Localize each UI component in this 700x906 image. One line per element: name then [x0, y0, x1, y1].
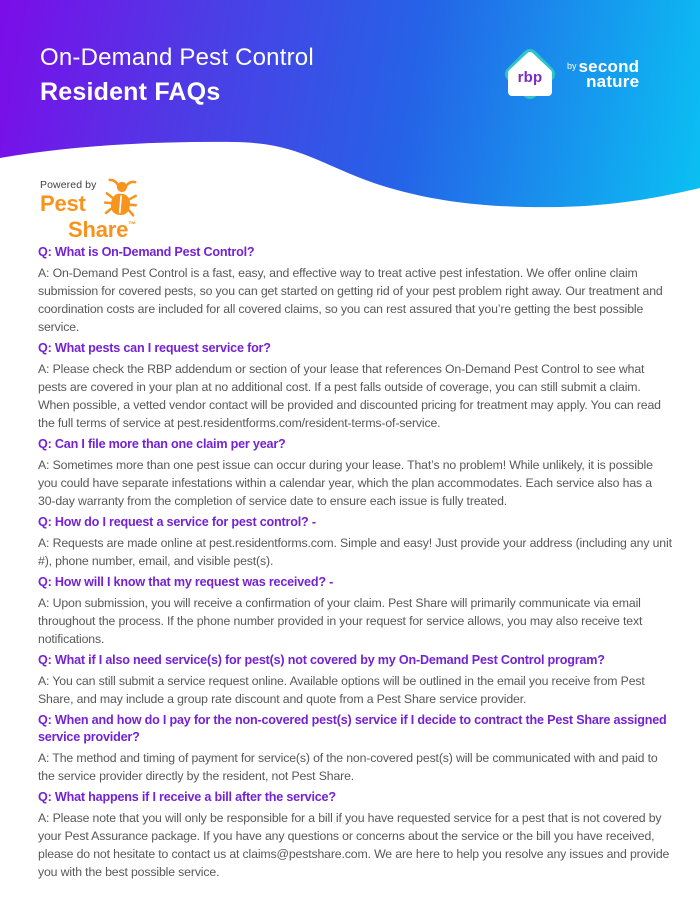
faq-item	[38, 514, 672, 570]
trademark-symbol: ™	[128, 220, 136, 229]
faq-question: Q: How will I know that my request was received? -	[38, 575, 334, 589]
faq-item	[38, 574, 672, 648]
faq-item	[38, 340, 672, 432]
faq-answer: A: The method and timing of payment for service(s) of the non-covered pest(s) will be communicated with and paid to the service provider directly by the resident, not Pest Share.	[38, 751, 658, 783]
faq-item	[38, 789, 672, 881]
faq-answer: A: Please check the RBP addendum or section of your lease that references On-Demand Pest Control to see what pests are covered in your plan at no additional cost. If a pest falls outside of coverage, you can still submit a claim. When possible, a vetted vendor contact will be provided and discounted pricing for treatment may apply. You can read the full terms of service at pest.residentforms.com/resident-terms-of-service.	[38, 362, 661, 430]
header-titles	[40, 44, 314, 106]
faq-item	[38, 712, 672, 785]
faq-question: Q: When and how do I pay for the non-covered pest(s) service if I decide to contract the Pest Share assigned service provider?	[38, 713, 667, 744]
faq-answer: A: On-Demand Pest Control is a fast, easy, and effective way to treat active pest infestation. We offer online claim submission for covered pests, so you can get started on getting rid of your pest problem right away. Our treatment and coordination costs are included for all covered claims, so you can rest assured that you’re getting the best possible service.	[38, 266, 663, 334]
page-title: On-Demand Pest Control	[40, 44, 314, 71]
faq-question: Q: What if I also need service(s) for pest(s) not covered by my On-Demand Pest Control program?	[38, 653, 605, 667]
faq-item	[38, 244, 672, 336]
faq-question: Q: What happens if I receive a bill after the service?	[38, 790, 336, 804]
faq-question: Q: What is On-Demand Pest Control?	[38, 245, 255, 259]
faq-list	[38, 244, 672, 885]
second-nature-line2: nature	[586, 72, 640, 91]
pestshare-wordmark-pest: Pest	[40, 191, 86, 216]
faq-answer: A: Please note that you will only be responsible for a bill if you have requested service for a pest that is not covered by your Pest Assurance package. If you have any questions or concerns about the service or the bill you have received, please do not hesitate to contact us at claims@pestshare.com. We are here to help you resolve any issues and provide you with the best possible service.	[38, 811, 670, 879]
faq-answer: A: Sometimes more than one pest issue can occur during your lease. That’s no problem! While unlikely, it is possible you could have separate infestations within a calendar year, which the plan accommodates. Each service also has a 30-day warranty from the completion of service date to ensure each issue is fully treated.	[38, 458, 653, 508]
rbp-wordmark: rbp	[517, 69, 543, 86]
second-nature-line1: second	[578, 57, 640, 76]
page-subtitle: Resident FAQs	[40, 78, 221, 106]
faq-question: Q: Can I file more than one claim per year?	[38, 437, 286, 451]
faq-item	[38, 652, 672, 708]
faq-answer: A: Requests are made online at pest.residentforms.com. Simple and easy! Just provide your address (including any unit #), phone number, email, and visible pest(s).	[38, 536, 672, 568]
by-label: by	[567, 61, 577, 71]
powered-by-label: Powered by	[40, 179, 97, 191]
rbp-second-nature-logo	[502, 46, 639, 102]
faq-answer: A: You can still submit a service request online. Available options will be outlined in the email you receive from Pest Share, and may include a group rate discount and quote from a Pest Share service provider.	[38, 674, 645, 706]
faq-question: Q: What pests can I request service for?	[38, 341, 271, 355]
faq-answer: A: Upon submission, you will receive a confirmation of your claim. Pest Share will primarily communicate via email throughout the process. If the phone number provided in your request for service allows, you may also receive text notifications.	[38, 596, 643, 646]
faq-question: Q: How do I request a service for pest control? -	[38, 515, 316, 529]
second-nature-wordmark	[567, 59, 639, 89]
rbp-house-icon	[502, 46, 558, 102]
faq-item	[38, 436, 672, 510]
pestshare-wordmark-share: Share™	[68, 217, 136, 242]
pestshare-logo	[40, 179, 190, 240]
bug-icon	[102, 175, 140, 222]
